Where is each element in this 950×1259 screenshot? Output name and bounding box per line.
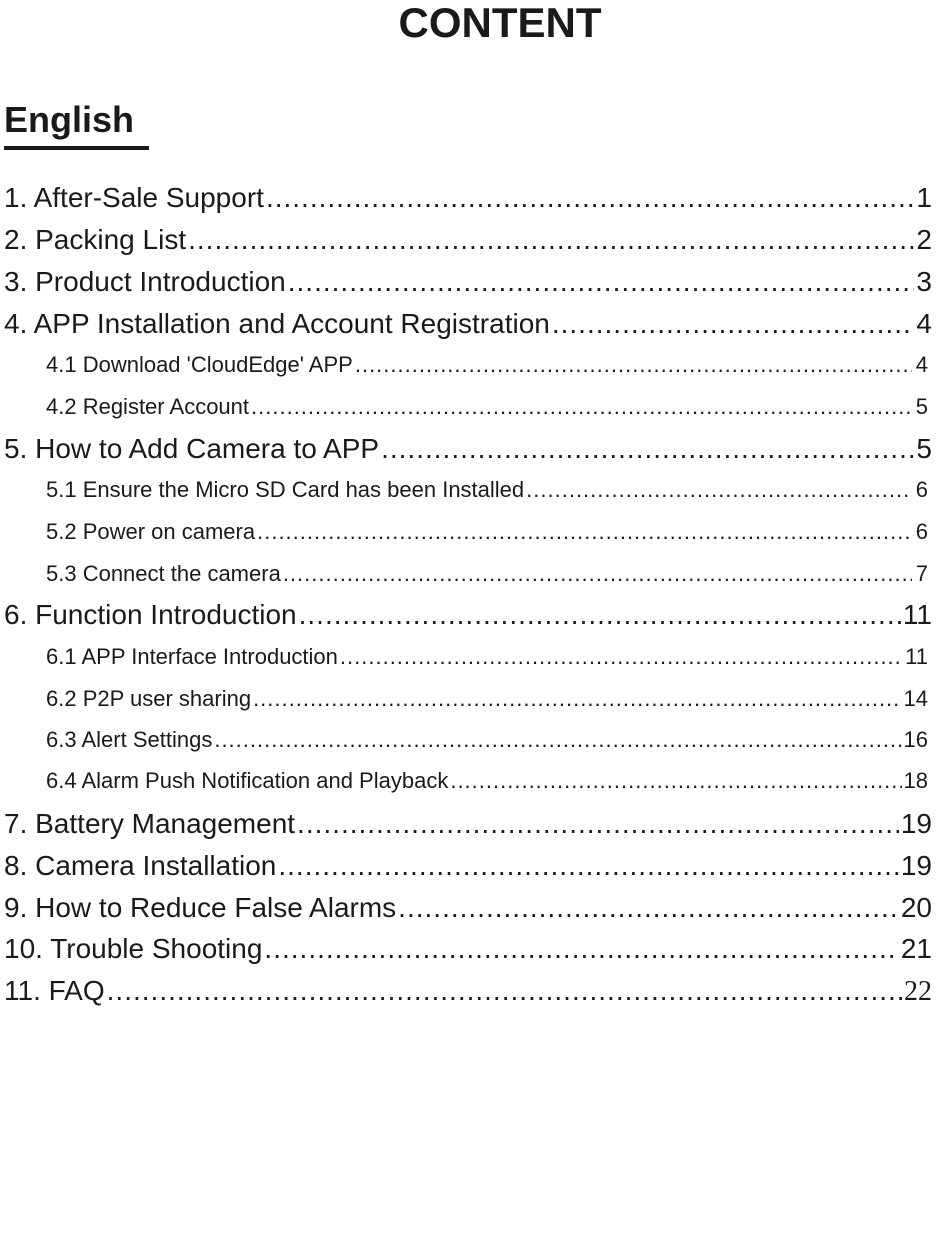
toc-entry-title: 5. How to Add Camera to APP <box>4 433 380 464</box>
dot-leader <box>381 433 914 465</box>
toc-entry[interactable] <box>4 933 932 965</box>
toc-entry[interactable] <box>4 308 932 340</box>
toc-entry-page: 4 <box>915 352 928 377</box>
toc-entry-title: 4. APP Installation and Account Registration <box>4 308 550 339</box>
toc-entry-title: 6.4 Alarm Push Notification and Playback <box>46 768 449 793</box>
toc-entry[interactable] <box>4 266 932 298</box>
dot-leader <box>283 561 912 587</box>
toc-subentry[interactable] <box>46 768 928 794</box>
language-heading: English <box>4 99 135 140</box>
toc-entry-title: 3. Product Introduction <box>4 266 286 297</box>
toc-entry-title: 4.1 Download 'CloudEdge' APP <box>46 352 353 377</box>
toc-entry-page: 22 <box>904 976 932 1007</box>
toc-entry-title: 9. How to Reduce False Alarms <box>4 892 397 923</box>
toc-subentry[interactable] <box>46 519 928 545</box>
toc-entry-title: 2. Packing List <box>4 224 187 255</box>
toc-entry-page: 21 <box>900 933 932 964</box>
dot-leader <box>214 727 901 753</box>
page-title: CONTENT <box>398 0 602 46</box>
dot-leader <box>266 182 914 214</box>
toc-entry-title: 6.1 APP Interface Introduction <box>46 644 338 669</box>
dot-leader <box>355 352 912 378</box>
toc-entry[interactable] <box>4 182 932 214</box>
toc-entry-page: 5 <box>915 394 928 419</box>
toc-entry-page: 6 <box>915 477 928 502</box>
dot-leader <box>278 850 898 882</box>
toc-entry-title: 11. FAQ <box>4 975 105 1006</box>
toc-subentry[interactable] <box>46 644 928 670</box>
toc-entry-page: 16 <box>903 727 928 752</box>
toc-entry-title: 10. Trouble Shooting <box>4 933 263 964</box>
toc-entry-page: 11 <box>905 644 928 669</box>
dot-leader <box>552 308 915 340</box>
dot-leader <box>526 477 912 503</box>
dot-leader <box>107 975 902 1007</box>
toc-subentry[interactable] <box>46 394 928 420</box>
dot-leader <box>340 644 903 670</box>
toc-entry-title: 1. After-Sale Support <box>4 182 264 213</box>
toc-entry-title: 5.2 Power on camera <box>46 519 256 544</box>
toc-entry[interactable] <box>4 433 932 465</box>
toc-entry-page: 19 <box>900 850 932 881</box>
toc-entry-title: 4.2 Register Account <box>46 394 250 419</box>
toc-entry[interactable] <box>4 892 932 924</box>
toc-entry-page: 1 <box>916 182 932 213</box>
toc-subentry[interactable] <box>46 561 928 587</box>
toc-entry-title: 6. Function Introduction <box>4 599 297 630</box>
toc-entry[interactable] <box>4 224 932 256</box>
toc-entry-page: 20 <box>900 892 932 923</box>
toc-entry-page: 11 <box>902 599 932 630</box>
toc-entry-title: 6.2 P2P user sharing <box>46 686 252 711</box>
dot-leader <box>299 599 901 631</box>
toc-entry[interactable] <box>4 599 932 631</box>
toc-subentry[interactable] <box>46 727 928 753</box>
toc-entry-title: 5.3 Connect the camera <box>46 561 281 586</box>
toc-entry-page: 3 <box>916 266 932 297</box>
dot-leader <box>398 892 899 924</box>
toc-entry-page: 19 <box>900 808 932 839</box>
toc-entry-title: 5.1 Ensure the Micro SD Card has been Installed <box>46 477 525 502</box>
toc-subentry[interactable] <box>46 352 928 378</box>
dot-leader <box>188 224 914 256</box>
dot-leader <box>297 808 899 840</box>
dot-leader <box>253 686 901 712</box>
dot-leader <box>251 394 912 420</box>
dot-leader <box>257 519 912 545</box>
toc-subentry[interactable] <box>46 477 928 503</box>
dot-leader <box>288 266 915 298</box>
toc-entry-page: 14 <box>903 686 928 711</box>
toc-entry-title: 6.3 Alert Settings <box>46 727 213 752</box>
toc-entry[interactable] <box>4 975 932 1008</box>
toc-subentry[interactable] <box>46 686 928 712</box>
toc-entry[interactable] <box>4 808 932 840</box>
toc-entry-page: 18 <box>903 768 928 793</box>
dot-leader <box>264 933 898 965</box>
toc-entry[interactable] <box>4 850 932 882</box>
toc-entry-page: 5 <box>916 433 932 464</box>
toc-entry-page: 2 <box>916 224 932 255</box>
toc-entry-title: 8. Camera Installation <box>4 850 277 881</box>
heading-underline <box>4 146 149 150</box>
toc-entry-page: 6 <box>915 519 928 544</box>
dot-leader <box>450 768 901 794</box>
toc-entry-page: 7 <box>915 561 928 586</box>
toc-entry-title: 7. Battery Management <box>4 808 296 839</box>
toc-entry-page: 4 <box>916 308 932 339</box>
